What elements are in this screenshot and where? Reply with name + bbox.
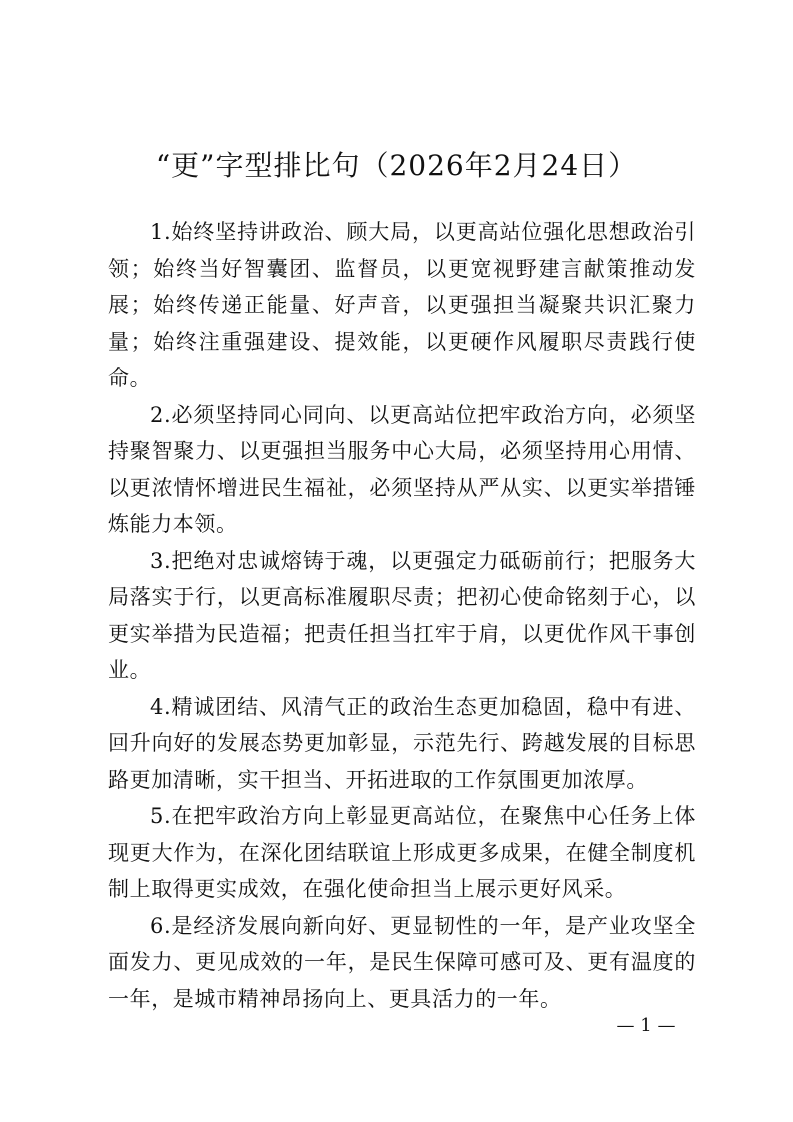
paragraph-3: 3.把绝对忠诚熔铸于魂，以更强定力砥砺前行；把服务大局落实于行，以更高标准履职尽责；把初心使命铭刻于心，以更实举措为民造福；把责任担当扛牢于肩，以更优作风干事创业。 xyxy=(108,548,696,682)
paragraph-6: 6.是经济发展向新向好、更显韧性的一年，是产业攻坚全面发力、更见成效的一年，是民生保障可感可及、更有温度的一年，是城市精神昂扬向上、更具活力的一年。 xyxy=(108,913,696,1011)
document-body xyxy=(108,214,696,1017)
paragraph-1: 1.始终坚持讲政治、顾大局，以更高站位强化思想政治引领；始终当好智囊团、监督员，以更宽视野建言献策推动发展；始终传递正能量、好声音，以更强担当凝聚共识汇聚力量；始终注重强建设、提效能，以更硬作风履职尽责践行使命。 xyxy=(108,220,696,390)
paragraph-2: 2.必须坚持同心同向、以更高站位把牢政治方向，必须坚持聚智聚力、以更强担当服务中心大局，必须坚持用心用情、以更浓情怀增进民生福祉，必须坚持从严从实、以更实举措锤炼能力本领。 xyxy=(108,402,696,536)
document-title: “更”字型排比句（2026年2月24日） xyxy=(155,149,638,182)
paragraph-5: 5.在把牢政治方向上彰显更高站位，在聚焦中心任务上体现更大作为，在深化团结联谊上形成更多成果，在健全制度机制上取得更实成效，在强化使命担当上展示更好风采。 xyxy=(108,804,696,901)
paragraph-4: 4.精诚团结、风清气正的政治生态更加稳固，稳中有进、回升向好的发展态势更加彰显，示范先行、跨越发展的目标思路更加清晰，实干担当、开拓进取的工作氛围更加浓厚。 xyxy=(108,694,696,792)
page-number: — 1 — xyxy=(616,1015,676,1036)
